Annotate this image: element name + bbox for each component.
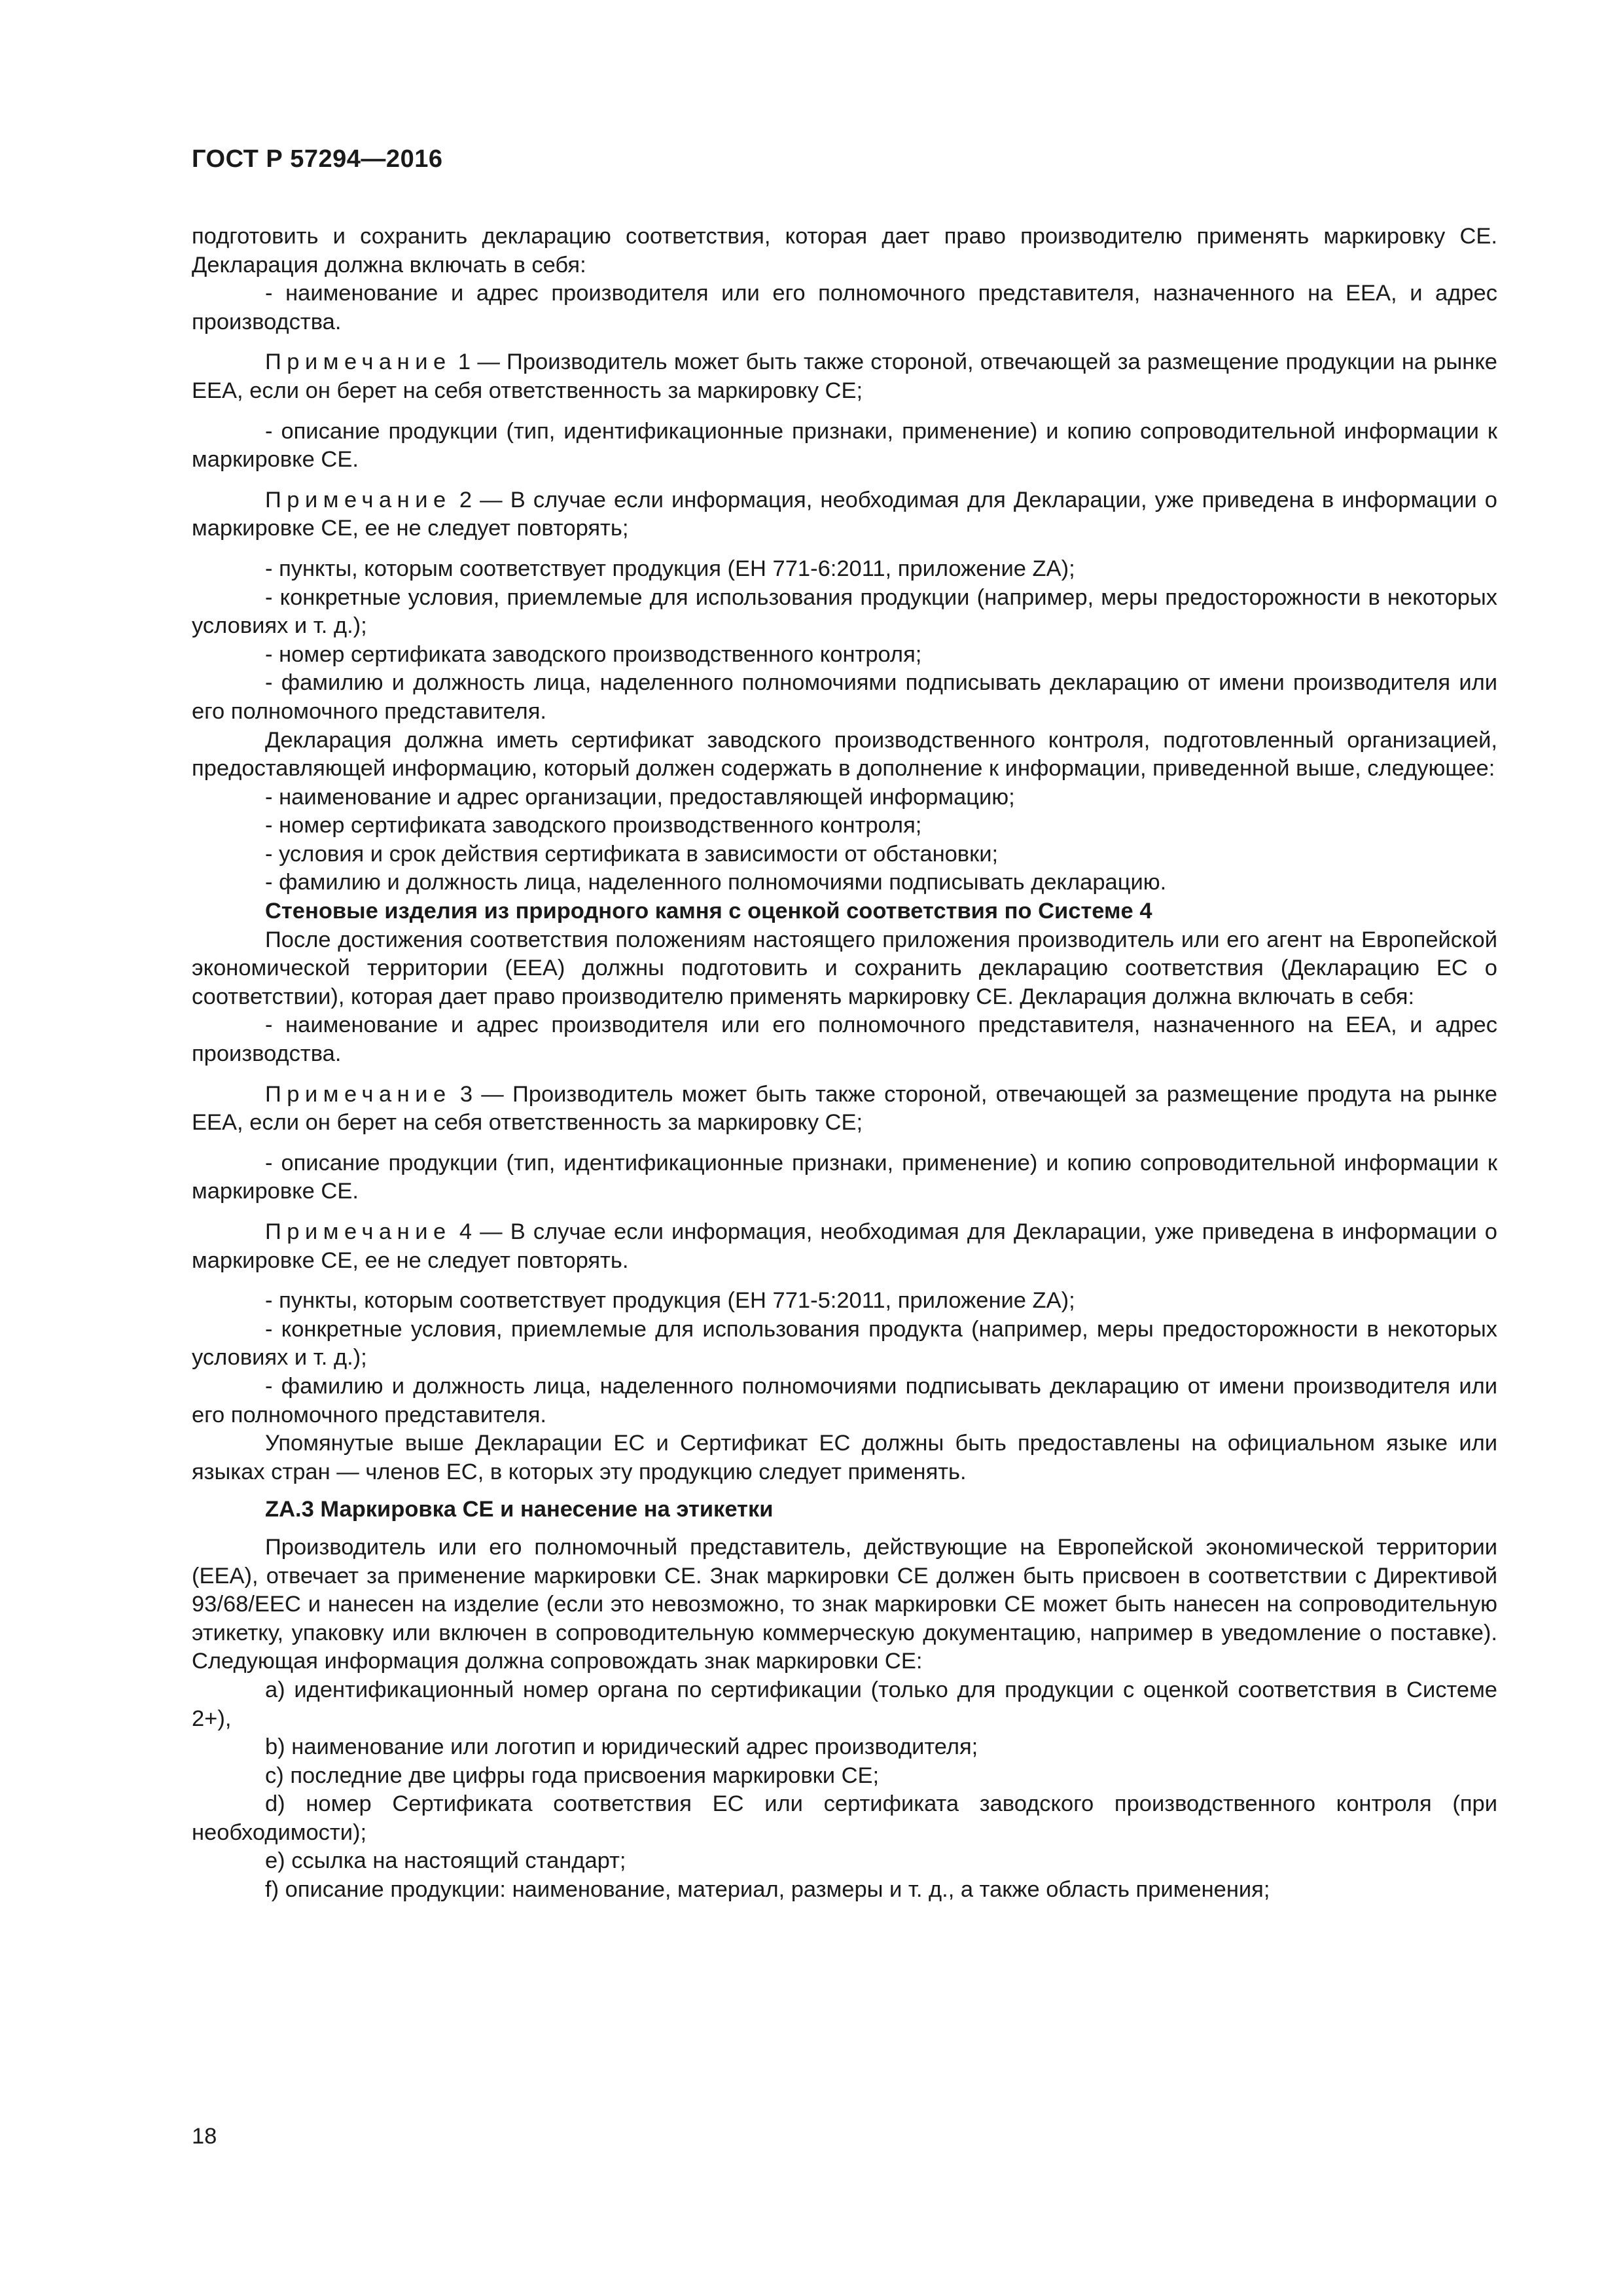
list-item: - фамилию и должность лица, наделенного полномочиями подписывать декларацию от имени производителя или его полномочного представителя. <box>192 1373 1497 1427</box>
list-item: - наименование и адрес производителя или его полномочного представителя, назначенного на ЕЕА, и адрес производства. <box>192 281 1497 334</box>
section-heading: ZA.3 Маркировка СЕ и нанесение на этикетки <box>265 1497 774 1522</box>
list-item: - фамилию и должность лица, наделенного полномочиями подписывать декларацию от имени производителя или его полномочного представителя. <box>192 670 1497 724</box>
document-header: ГОСТ Р 57294—2016 <box>192 145 443 173</box>
paragraph: Декларация должна иметь сертификат заводского производственного контроля, подготовленный организацией, предоставляющей информацию, который должен содержать в дополнение к информации, приведенной выше, следующее: <box>192 727 1497 781</box>
paragraph: подготовить и сохранить декларацию соответствия, которая дает право производителю применять маркировку СЕ. Декларация должна включать в себя: <box>192 224 1497 278</box>
document-body <box>192 223 1497 1905</box>
list-item: - номер сертификата заводского производственного контроля; <box>265 641 922 667</box>
note-text: 4 — В случае если информация, необходимая для Декларации, уже приведена в информации о маркировке СЕ, ее не следует повторять. <box>192 1219 1497 1273</box>
note-text: 3 — Производитель может быть также стороной, отвечающей за размещение продута на рынке ЕЕА, если он берет на себя ответственность за маркировку СЕ; <box>192 1081 1497 1136</box>
list-item: a) идентификационный номер органа по сертификации (только для продукции с оценкой соответствия в Системе 2+), <box>192 1677 1497 1731</box>
paragraph: Производитель или его полномочный представитель, действующие на Европейской экономической территории (ЕЕА), отвечает за применение маркировки СЕ. Знак маркировки СЕ должен быть присвоен в соответствии с Директивой 93/68/ЕЕС и нанесен на изделие (если это невозможно, то знак маркировки СЕ может быть нанесен на сопроводительную этикетку, упаковку или включен в сопроводительную коммерческую документацию, например в уведомление о поставке). Следующая информация должна сопровождать знак маркировки СЕ: <box>192 1534 1497 1674</box>
list-item: - наименование и адрес организации, предоставляющей информацию; <box>265 784 1015 810</box>
section-heading: Стеновые изделия из природного камня с оценкой соответствия по Системе 4 <box>265 899 1152 924</box>
list-item: d) номер Сертификата соответствия ЕС или сертификата заводского производственного контроля (при необходимости); <box>192 1791 1497 1845</box>
list-item: f) описание продукции: наименование, материал, размеры и т. д., а также область применения; <box>265 1877 1270 1903</box>
list-item: - описание продукции (тип, идентификационные признаки, применение) и копию сопроводительной информации к маркировке СЕ. <box>192 418 1497 473</box>
note-text: 1 — Производитель может быть также стороной, отвечающей за размещение продукции на рынке ЕЕА, если он берет на себя ответственность за маркировку СЕ; <box>192 350 1497 403</box>
list-item: b) наименование или логотип и юридический адрес производителя; <box>265 1734 978 1760</box>
note-3 <box>192 1081 1497 1138</box>
list-item: - пункты, которым соответствует продукция (ЕН 771-5:2011, приложение ZA); <box>265 1288 1075 1314</box>
list-item: - наименование и адрес производителя или его полномочного представителя, назначенного на ЕЕА, и адрес производства. <box>192 1013 1497 1067</box>
note-2 <box>192 486 1497 543</box>
note-label: Примечание <box>265 1081 452 1107</box>
paragraph: После достижения соответствия положениям настоящего приложения производитель или его агент на Европейской экономической территории (ЕЕА) должны подготовить и сохранить декларацию соответствия (Декларацию ЕС о соответствии), которая дает право производителю применять маркировку СЕ. Декларация должна включать в себя: <box>192 927 1497 1009</box>
list-item: - номер сертификата заводского производственного контроля; <box>265 813 922 838</box>
list-item: - пункты, которым соответствует продукция (ЕН 771-6:2011, приложение ZA); <box>265 556 1075 581</box>
paragraph: Упомянутые выше Декларации ЕС и Сертификат ЕС должны быть предоставлены на официальном языке или языках стран — членов ЕС, в которых эту продукцию следует применять. <box>192 1431 1497 1484</box>
list-item: - конкретные условия, приемлемые для использования продукта (например, меры предосторожности в некоторых условиях и т. д.); <box>192 1316 1497 1371</box>
list-item: - конкретные условия, приемлемые для использования продукции (например, меры предосторожности в некоторых условиях и т. д.); <box>192 584 1497 639</box>
note-text: 2 — В случае если информация, необходимая для Декларации, уже приведена в информации о маркировке СЕ, ее не следует повторять; <box>192 487 1497 541</box>
list-item: - описание продукции (тип, идентификационные признаки, применение) и копию сопроводительной информации к маркировке СЕ. <box>192 1150 1497 1204</box>
note-4 <box>192 1218 1497 1275</box>
list-item: c) последние две цифры года присвоения маркировки СЕ; <box>265 1763 880 1788</box>
list-item: e) ссылка на настоящий стандарт; <box>265 1848 626 1874</box>
note-1 <box>192 348 1497 405</box>
note-label: Примечание <box>265 487 452 512</box>
note-label: Примечание <box>265 1219 452 1244</box>
list-item: - фамилию и должность лица, наделенного полномочиями подписывать декларацию. <box>265 870 1167 895</box>
list-item: - условия и срок действия сертификата в зависимости от обстановки; <box>265 841 999 867</box>
page-number: 18 <box>192 2124 217 2149</box>
note-label: Примечание <box>265 350 452 375</box>
